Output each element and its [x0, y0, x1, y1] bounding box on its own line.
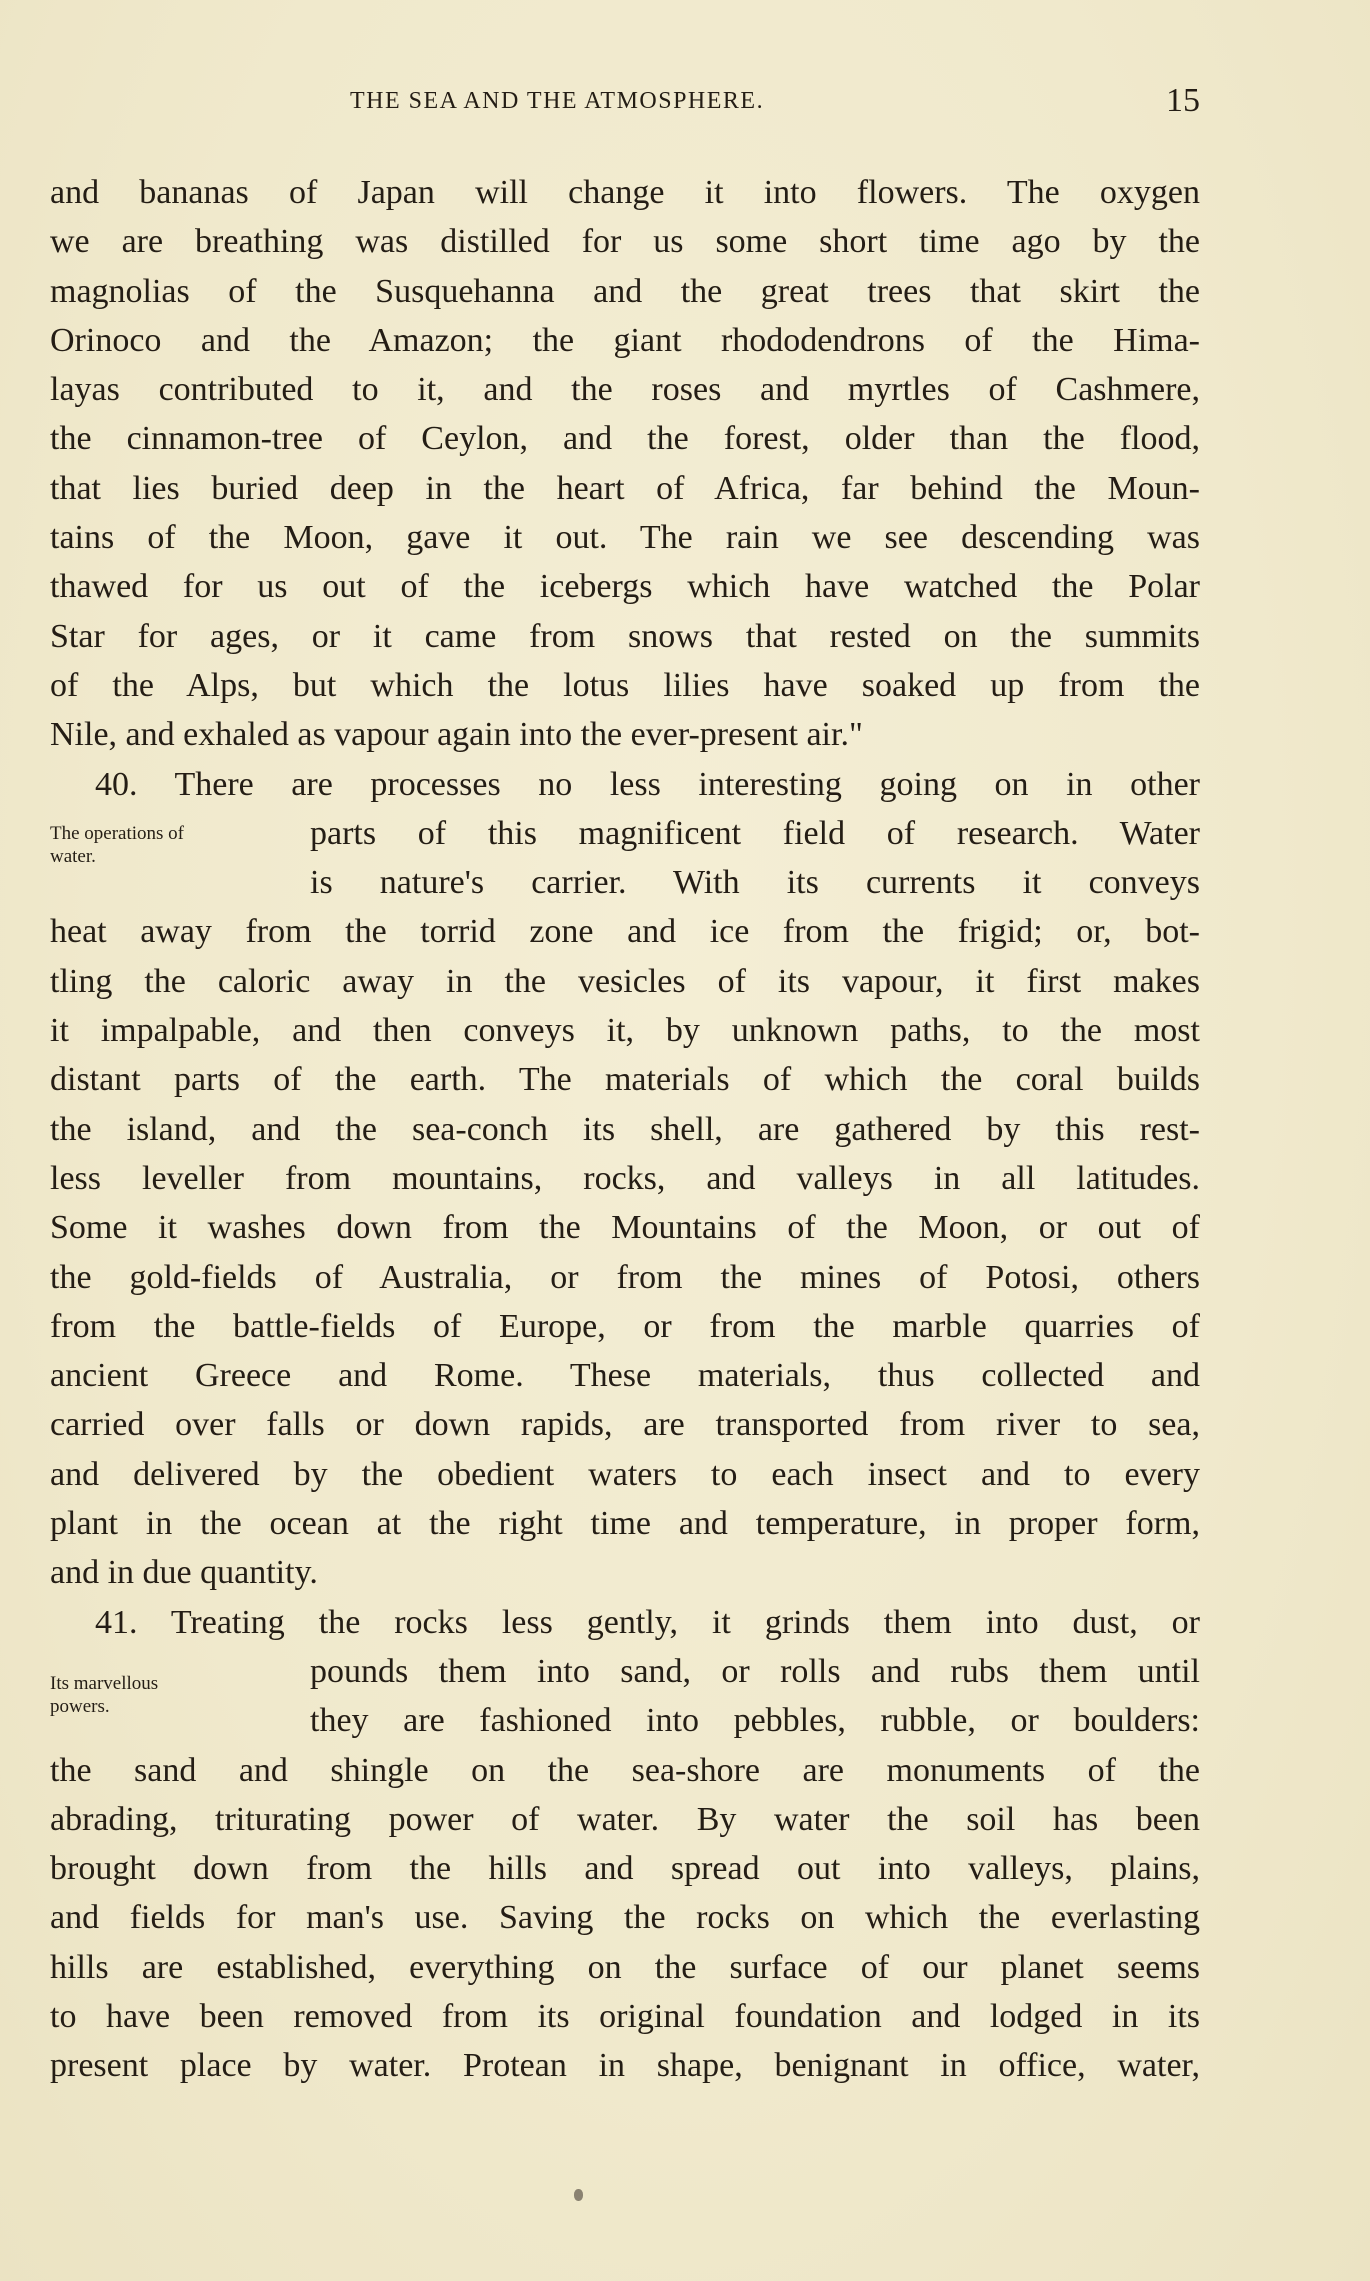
margin-note-line: water.	[50, 846, 96, 867]
text-line: tains of the Moon, gave it out. The rain we see descending was	[50, 519, 1200, 557]
text-line: and delivered by the obedient waters to each insect and to every	[50, 1455, 1200, 1493]
text-line: of the Alps, but which the lotus lilies have soaked up from the	[50, 666, 1200, 704]
text-line: layas contributed to it, and the roses and myrtles of Cashmere,	[50, 371, 1200, 409]
text-line: and bananas of Japan will change it into flowers. The oxygen	[50, 174, 1200, 211]
text-line: and fields for man's use. Saving the rocks on which the everlasting	[50, 1899, 1200, 1937]
text-line: from the battle-fields of Europe, or from the marble quarries of	[50, 1307, 1200, 1345]
text-line: we are breathing was distilled for us some short time ago by the	[50, 223, 1200, 261]
text-line: to have been removed from its original foundation and lodged in its	[50, 1997, 1200, 2035]
text-line: that lies buried deep in the heart of Africa, far behind the Moun-	[50, 469, 1200, 507]
text-line: the island, and the sea-conch its shell, are gathered by this rest-	[50, 1110, 1200, 1148]
text-line: Orinoco and the Amazon; the giant rhododendrons of the Hima-	[50, 321, 1200, 359]
text-line: tling the caloric away in the vesicles of its vapour, it first makes	[50, 962, 1200, 1000]
text-line: ancient Greece and Rome. These materials, thus collected and	[50, 1357, 1200, 1395]
text-line: distant parts of the earth. The materials of which the coral builds	[50, 1061, 1200, 1099]
text-line: it impalpable, and then conveys it, by unknown paths, to the most	[50, 1012, 1200, 1050]
text-line: parts of this magnificent field of research. Water	[310, 814, 1200, 852]
text-line: they are fashioned into pebbles, rubble, or boulders:	[310, 1702, 1200, 1740]
text-line: heat away from the torrid zone and ice from the frigid; or, bot-	[50, 913, 1200, 951]
text-line: plant in the ocean at the right time and temperature, in proper form,	[50, 1505, 1200, 1543]
text-line: less leveller from mountains, rocks, and valleys in all latitudes.	[50, 1159, 1200, 1197]
body-text	[50, 168, 1200, 2091]
text-line: abrading, triturating power of water. By water the soil has been	[50, 1800, 1200, 1838]
running-title: THE SEA AND THE ATMOSPHERE.	[350, 88, 765, 114]
text-line: carried over falls or down rapids, are transported from river to sea,	[50, 1406, 1200, 1444]
text-line: the gold-fields of Australia, or from the mines of Potosi, others	[50, 1258, 1200, 1296]
text-line: hills are established, everything on the surface of our planet seems	[50, 1948, 1200, 1986]
text-line: is nature's carrier. With its currents it conveys	[310, 864, 1200, 902]
running-head	[0, 82, 1370, 122]
paragraph-41-start: 41. Treating the rocks less gently, it grinds them into dust, or	[95, 1603, 1200, 1641]
text-line: Nile, and exhaled as vapour again into the ever-present air."	[50, 716, 863, 754]
text-line: Some it washes down from the Mountains of the Moon, or out of	[50, 1209, 1200, 1247]
text-line: magnolias of the Susquehanna and the great trees that skirt the	[50, 272, 1200, 310]
margin-note-line: powers.	[50, 1696, 110, 1717]
text-line: pounds them into sand, or rolls and rubs them until	[310, 1652, 1200, 1690]
margin-note-line: Its marvellous	[50, 1673, 159, 1694]
text-line: thawed for us out of the icebergs which have watched the Polar	[50, 568, 1200, 606]
text-line: brought down from the hills and spread out into valleys, plains,	[50, 1850, 1200, 1888]
text-line: Star for ages, or it came from snows that rested on the summits	[50, 617, 1200, 655]
text-line: the sand and shingle on the sea-shore are monuments of the	[50, 1751, 1200, 1789]
printer-mark	[574, 2189, 583, 2201]
paragraph-40-start: 40. There are processes no less interesting going on in other	[95, 765, 1200, 803]
page-number: 15	[1166, 82, 1200, 119]
text-line: the cinnamon-tree of Ceylon, and the forest, older than the flood,	[50, 420, 1200, 458]
text-line: present place by water. Protean in shape, benignant in office, water,	[50, 2047, 1200, 2085]
text-line: and in due quantity.	[50, 1554, 318, 1592]
margin-note-line: The operations of	[50, 823, 185, 844]
